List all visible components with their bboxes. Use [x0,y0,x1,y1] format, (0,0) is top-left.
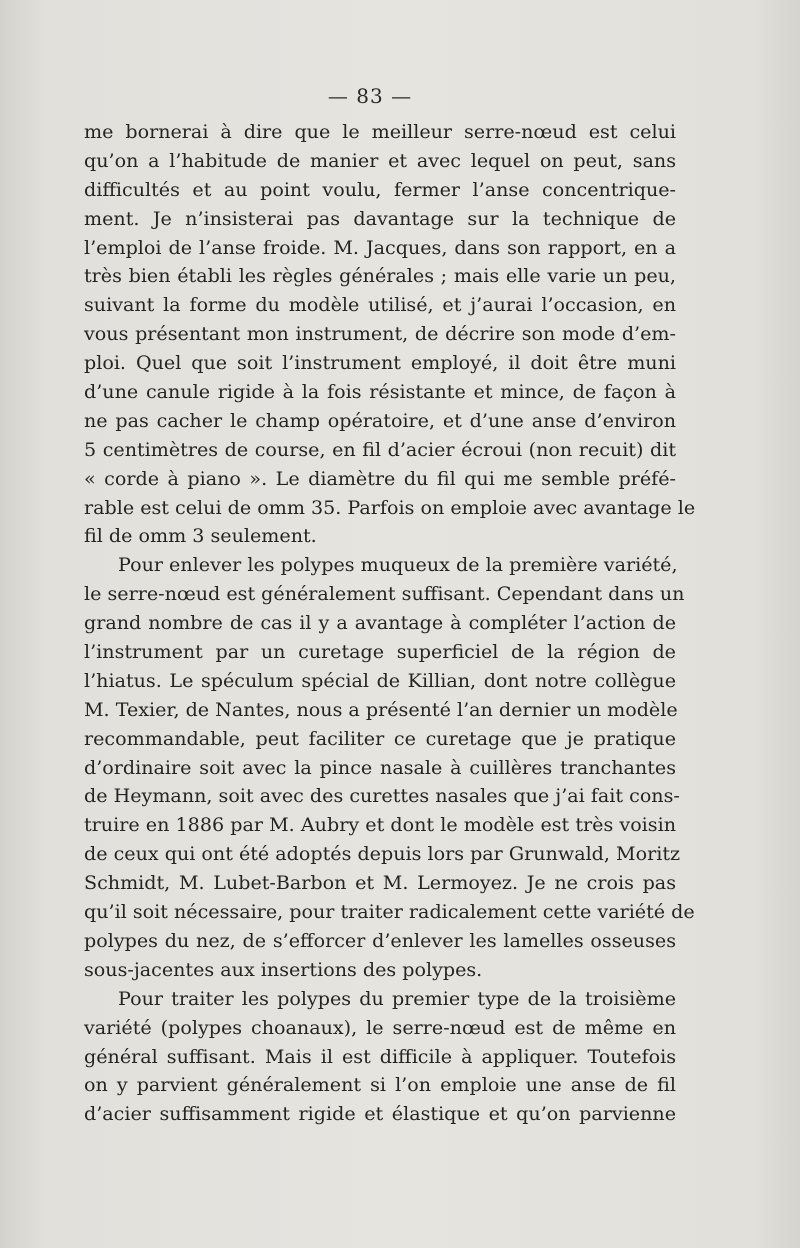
text-line: M. Texier, de Nantes, nous a présenté l’an dernier un modèle [84,697,678,721]
text-line: d’ordinaire soit avec la pince nasale à cuillères tranchantes [84,755,676,779]
text-line: qu’on a l’habitude de manier et avec lequel on peut, sans [84,148,676,172]
text-line: ment. Je n’insisterai pas davantage sur la technique de [84,206,676,230]
text-line: de Heymann, soit avec des curettes nasales que j’ai fait cons- [84,784,680,808]
paragraph-3 [84,985,676,1129]
text-line: très bien établi les règles générales ; mais elle varie un peu, [84,264,676,288]
text-line: variété (polypes choanaux), le serre-nœud est de même en [84,1015,676,1039]
text-line: de ceux qui ont été adoptés depuis lors par Grunwald, Moritz [84,842,681,866]
text-line: l’hiatus. Le spéculum spécial de Killian, dont notre collègue [84,668,676,692]
page-number: — 83 — [327,84,413,108]
text-line: d’une canule rigide à la fois résistante et mince, de façon à [84,380,676,404]
text-line: me bornerai à dire que le meilleur serre-nœud est celui [84,120,676,143]
text-line: Pour enlever les polypes muqueux de la première variété, [118,553,678,577]
text-line: général suffisant. Mais il est difficile à appliquer. Toutefois [84,1044,676,1068]
text-line: grand nombre de cas il y a avantage à compléter l’action de [84,611,676,635]
text-line: recommandable, peut faciliter ce curetage que je pratique [84,726,676,750]
text-line: vous présentant mon instrument, de décrire son mode d’em- [84,322,676,346]
text-line: on y parvient généralement si l’on emploie une anse de fil [84,1073,676,1097]
text-line: ploi. Quel que soit l’instrument employé, il doit être muni [84,351,676,375]
text-line: Schmidt, M. Lubet-Barbon et M. Lermoyez. Je ne crois pas [84,871,676,895]
text-line: qu’il soit nécessaire, pour traiter radicalement cette variété de [84,900,695,924]
text-line: difficultés et au point voulu, fermer l’anse concentrique- [84,177,676,201]
text-line: 5 centimètres de course, en fil d’acier écroui (non recuit) dit [84,437,676,461]
paragraph-2 [84,551,695,984]
text-line: suivant la forme du modèle utilisé, et j’aurai l’occasion, en [84,293,676,317]
text-line: le serre-nœud est généralement suffisant. Cependant dans un [84,582,685,606]
text-line: truire en 1886 par M. Aubry et dont le modèle est très voisin [84,813,676,837]
text-line: sous-jacentes aux insertions des polypes. [84,957,483,981]
paragraph-1 [84,118,696,551]
text-line: l’instrument par un curetage superficiel de la région de [84,640,676,664]
text-line: fil de omm 3 seulement. [84,524,317,548]
text-line: « corde à piano ». Le diamètre du fil qui me semble préfé- [84,466,676,490]
text-line: rable est celui de omm 35. Parfois on emploie avec avantage le [84,495,696,519]
text-line: Pour traiter les polypes du premier type de la troisième [118,986,676,1010]
text-line: l’emploi de l’anse froide. M. Jacques, dans son rapport, en a [84,235,676,259]
body-text [84,118,696,1129]
text-line: d’acier suffisamment rigide et élastique et qu’on parvienne [84,1102,676,1126]
text-line: ne pas cacher le champ opératoire, et d’une anse d’environ [84,408,676,432]
text-line: polypes du nez, de s’efforcer d’enlever les lamelles osseuses [84,928,676,952]
